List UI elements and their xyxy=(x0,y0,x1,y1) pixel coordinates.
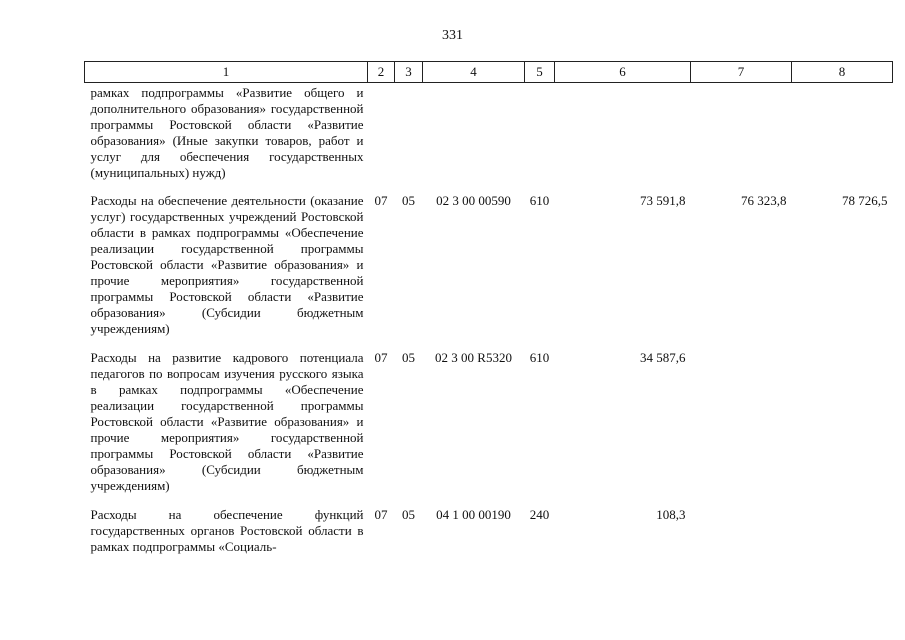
row-amount-3 xyxy=(792,83,893,194)
table-row xyxy=(85,507,893,568)
row-section xyxy=(368,83,395,194)
row-expense-type: 610 xyxy=(529,193,550,208)
header-col-1: 1 xyxy=(85,62,368,83)
row-amount-2 xyxy=(691,507,792,568)
row-section: 07 xyxy=(374,507,388,522)
header-col-4: 4 xyxy=(423,62,525,83)
row-amount-1: 108,3 xyxy=(656,507,686,522)
row-description: рамках подпрограммы «Развитие общего и дополнительного образования» государственной программы Ростовской области «Развитие образования» (Иные закупки товаров, работ и услуг для обеспечения государственных (муниципальных) нужд) xyxy=(90,85,364,180)
row-description: Расходы на обеспечение деятельности (оказание услуг) государственных учреждений Ростовской области в рамках подпрограммы «Обеспечение реализации государственной программы Ростовской области «Развитие образования» и прочие мероприятия» государственной программы Ростовской области «Развитие образования» (Субсидии бюджетным учреждениям) xyxy=(90,193,364,336)
row-target-code xyxy=(423,83,525,194)
header-col-7: 7 xyxy=(691,62,792,83)
page-number: 331 xyxy=(442,28,463,43)
row-amount-3: 78 726,5 xyxy=(842,193,888,208)
row-description: Расходы на обеспечение функций государственных органов Ростовской области в рамках подпрограммы «Социаль- xyxy=(90,507,364,554)
row-expense-type xyxy=(525,83,555,194)
header-col-6: 6 xyxy=(555,62,691,83)
row-section: 07 xyxy=(374,193,388,208)
table-header-row xyxy=(85,62,893,83)
budget-table xyxy=(84,61,893,568)
header-col-2: 2 xyxy=(368,62,395,83)
row-amount-2: 76 323,8 xyxy=(741,193,787,208)
table-row xyxy=(85,193,893,350)
row-expense-type: 240 xyxy=(529,507,550,522)
header-col-5: 5 xyxy=(525,62,555,83)
row-section: 07 xyxy=(374,350,388,365)
header-col-8: 8 xyxy=(792,62,893,83)
row-amount-1 xyxy=(555,83,691,194)
header-col-3: 3 xyxy=(395,62,423,83)
row-description: Расходы на развитие кадрового потенциала педагогов по вопросам изучения русского языка в рамках подпрограммы «Обеспечение реализации государственной программы Ростовской области «Развитие образования» и прочие мероприятия» государственной программы Ростовской области «Развитие образования» (Субсидии бюджетным учреждениям) xyxy=(90,350,364,493)
row-amount-2 xyxy=(691,83,792,194)
row-amount-3 xyxy=(792,350,893,507)
row-target-code: 02 3 00 00590 xyxy=(436,193,511,208)
row-subsection: 05 xyxy=(402,193,415,208)
row-target-code: 04 1 00 00190 xyxy=(436,507,511,522)
table-row xyxy=(85,350,893,507)
row-amount-3 xyxy=(792,507,893,568)
row-amount-2 xyxy=(691,350,792,507)
row-subsection: 05 xyxy=(402,507,415,522)
row-expense-type: 610 xyxy=(529,350,550,365)
row-target-code: 02 3 00 R5320 xyxy=(435,350,512,365)
row-amount-1: 34 587,6 xyxy=(640,350,686,365)
table-row xyxy=(85,83,893,194)
row-amount-1: 73 591,8 xyxy=(640,193,686,208)
row-subsection xyxy=(395,83,423,194)
row-subsection: 05 xyxy=(402,350,415,365)
